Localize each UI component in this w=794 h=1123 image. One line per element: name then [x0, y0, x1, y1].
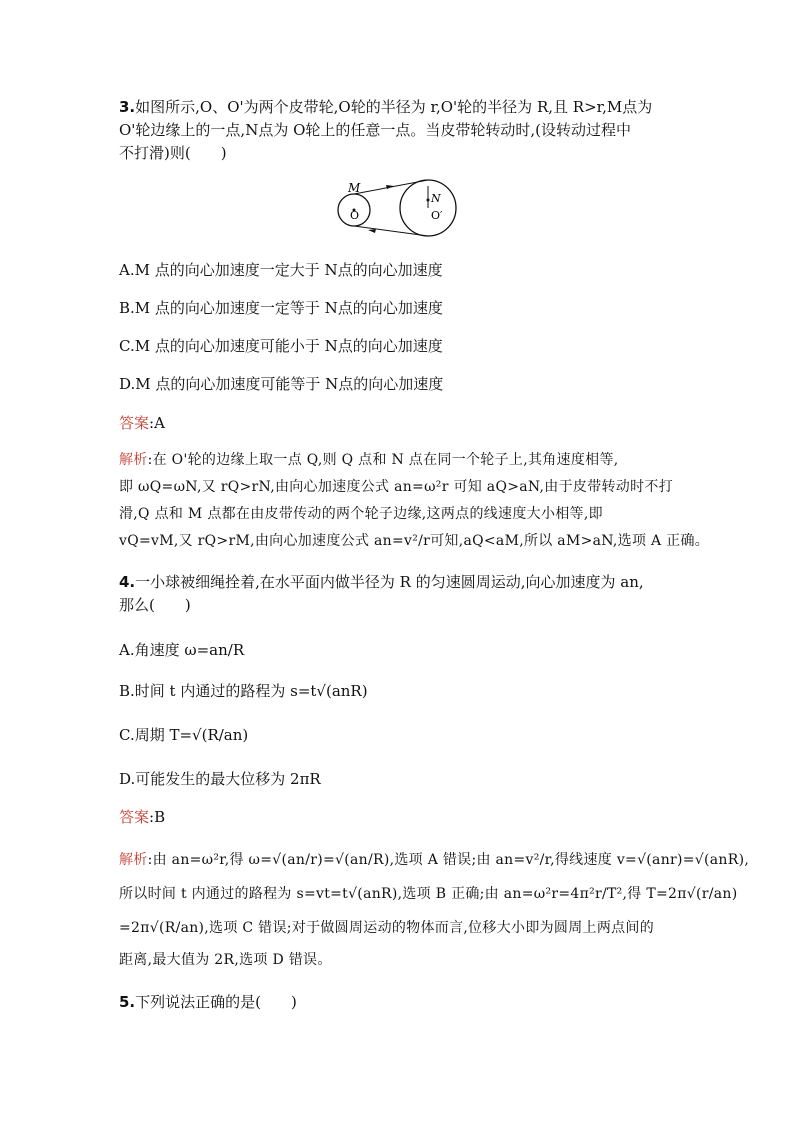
question-number: 4.	[119, 573, 136, 591]
q3-option-c: C.M 点的向心加速度可能小于 N点的向心加速度	[119, 337, 443, 355]
analysis-line: =2π√(R/an),选项 C 错误;对于做圆周运动的物体而言,位移大小即为圆周上两点间的	[119, 920, 655, 936]
point-n-dot	[427, 199, 430, 202]
analysis-line: :在 O'轮的边缘上取一点 Q,则 Q 点和 N 点在同一个轮子上,其角速度相等,	[147, 452, 619, 468]
analysis-label: 解析	[119, 852, 148, 868]
q4-option-d: D.可能发生的最大位移为 2πR	[119, 770, 321, 788]
q4-option-a: A.角速度 ω=an/R	[119, 641, 245, 659]
label-n: N	[431, 192, 441, 205]
q3-answer	[119, 412, 165, 434]
label-o: O	[350, 209, 360, 222]
label-m: M	[348, 181, 361, 195]
analysis-line: 距离,最大值为 2R,选项 D 错误。	[119, 952, 332, 968]
stem-line: 一小球被细绳拴着,在水平面内做半径为 R 的匀速圆周运动,向心加速度为 an,	[135, 573, 644, 591]
answer-label: 答案	[119, 414, 150, 432]
question-4-stem	[119, 571, 679, 617]
q3-analysis	[119, 447, 710, 555]
analysis-line: 滑,Q 点和 M 点都在由皮带传动的两个轮子边缘,这两点的线速度大小相等,即	[119, 506, 603, 522]
arrow-bottom-icon	[368, 229, 376, 233]
question-number: 5.	[119, 993, 136, 1011]
stem-line: 不打滑)则( )	[119, 144, 227, 162]
q3-option-a: A.M 点的向心加速度一定大于 N点的向心加速度	[119, 261, 443, 279]
question-number: 3.	[119, 98, 136, 116]
q4-analysis	[119, 843, 750, 975]
analysis-line: 即 ωQ=ωN,又 rQ>rN,由向心加速度公式 an=ω²r 可知 aQ>aN,由于皮带转动时不打	[119, 479, 674, 495]
stem-line: 下列说法正确的是( )	[135, 993, 297, 1011]
question-5-stem	[119, 991, 679, 1014]
analysis-line: :由 an=ω²r,得 ω=√(an/r)=√(an/R),选项 A 错误;由 an=v²/r,得线速度 v=√(anr)=√(anR),	[147, 852, 750, 868]
q4-option-b: B.时间 t 内通过的路程为 s=t√(anR)	[119, 682, 368, 700]
analysis-label: 解析	[119, 452, 148, 468]
answer-label: 答案	[119, 808, 150, 826]
q3-option-d: D.M 点的向心加速度可能等于 N点的向心加速度	[119, 375, 444, 393]
stem-line: O'轮边缘上的一点,N点为 O轮上的任意一点。当皮带轮转动时,(设转动过程中	[119, 121, 632, 139]
q4-option-c: C.周期 T=√(R/an)	[119, 726, 249, 744]
belt-bottom	[354, 226, 428, 236]
stem-line: 如图所示,O、O'为两个皮带轮,O轮的半径为 r,O'轮的半径为 R,且 R>r,M点为	[135, 98, 653, 116]
answer-value: :A	[149, 414, 165, 432]
q4-answer	[119, 806, 165, 828]
label-o-prime: O′	[431, 209, 443, 222]
analysis-line: 所以时间 t 内通过的路程为 s=vt=t√(anR),选项 B 正确;由 an=ω²r=4π²r/T²,得 T=2π√(r/an)	[119, 886, 738, 902]
stem-line: 那么( )	[119, 596, 191, 614]
question-3-stem	[119, 96, 679, 165]
answer-value: :B	[149, 808, 166, 826]
analysis-line: vQ=vM,又 rQ>rM,由向心加速度公式 an=v²/r可知,aQ<aM,所以 aM>aN,选项 A 正确。	[119, 533, 710, 549]
q3-option-b: B.M 点的向心加速度一定等于 N点的向心加速度	[119, 299, 443, 317]
belt-pulley-figure	[330, 178, 460, 240]
